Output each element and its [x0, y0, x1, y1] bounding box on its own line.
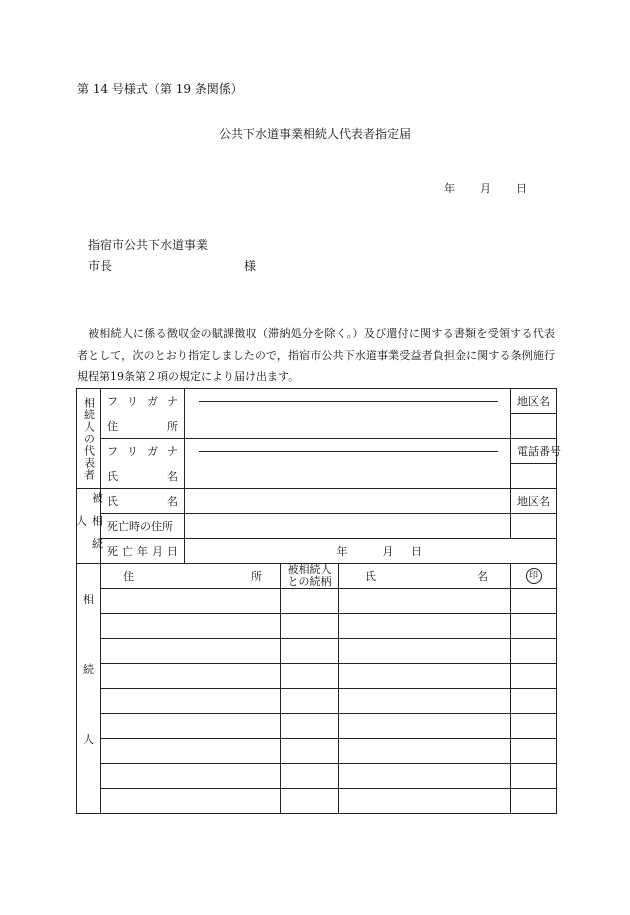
- heir-address-field[interactable]: [101, 639, 281, 664]
- heirs-section-label: 相 続 人: [77, 564, 101, 814]
- form-number: 第 14 号様式（第 19 条関係）: [77, 82, 243, 96]
- furigana-label: フ リ ガ ナ: [101, 389, 185, 414]
- representative-address-furigana-field[interactable]: [185, 389, 511, 414]
- heir-relation-field[interactable]: [281, 739, 339, 764]
- table-row: [77, 789, 557, 814]
- heir-relation-field[interactable]: [281, 639, 339, 664]
- heir-address-field[interactable]: [101, 789, 281, 814]
- heirs-relation-header: 被相続人 との続柄: [281, 564, 339, 589]
- document-title: 公共下水道事業相続人代表者指定届: [218, 127, 411, 141]
- table-row: [77, 664, 557, 689]
- death-date-field[interactable]: [185, 539, 557, 564]
- table-row: [77, 614, 557, 639]
- heir-address-field[interactable]: [101, 764, 281, 789]
- heir-name-field[interactable]: [339, 664, 511, 689]
- heir-seal-field[interactable]: [511, 764, 557, 789]
- district-label: 地 区 名: [511, 389, 557, 414]
- heirs-address-header: 住 所: [101, 564, 281, 589]
- deceased-district-label: 地 区 名: [511, 489, 557, 514]
- date-day-label: 日: [516, 182, 527, 195]
- heir-relation-field[interactable]: [281, 614, 339, 639]
- heir-relation-field[interactable]: [281, 764, 339, 789]
- deceased-name-label: 氏 名: [101, 489, 185, 514]
- deceased-section-label: 被相続人: [77, 489, 101, 564]
- deceased-district-field[interactable]: [511, 514, 557, 539]
- heir-address-field[interactable]: [101, 689, 281, 714]
- heir-address-field[interactable]: [101, 714, 281, 739]
- addressee-honorific: 様: [244, 259, 257, 273]
- table-row: [77, 764, 557, 789]
- phone-label: 電 話 番 号: [511, 439, 557, 464]
- heir-seal-field[interactable]: [511, 789, 557, 814]
- representative-name-furigana-field[interactable]: [185, 439, 511, 464]
- designation-form-table: [74, 388, 562, 814]
- heir-address-field[interactable]: [101, 664, 281, 689]
- representative-section-label: 相続人の代表者: [77, 389, 101, 489]
- address-label: 住 所: [101, 414, 185, 439]
- heir-relation-field[interactable]: [281, 789, 339, 814]
- name-furigana-label: フ リ ガ ナ: [101, 439, 185, 464]
- date-month-label: 月: [480, 182, 491, 195]
- table-row: [77, 589, 557, 614]
- heir-seal-field[interactable]: [511, 614, 557, 639]
- name-label: 氏 名: [101, 464, 185, 489]
- addressee-title: 市長: [88, 259, 113, 273]
- heir-relation-field[interactable]: [281, 589, 339, 614]
- heir-name-field[interactable]: [339, 639, 511, 664]
- heir-name-field[interactable]: [339, 589, 511, 614]
- heir-relation-field[interactable]: [281, 664, 339, 689]
- death-year-label: 年: [336, 545, 348, 558]
- death-date-label: 死 亡 年 月 日: [101, 539, 185, 564]
- table-row: [77, 639, 557, 664]
- heir-name-field[interactable]: [339, 689, 511, 714]
- heir-relation-field[interactable]: [281, 714, 339, 739]
- heirs-seal-header: [511, 564, 557, 589]
- table-row: [77, 739, 557, 764]
- representative-phone-field[interactable]: [511, 464, 557, 489]
- heir-name-field[interactable]: [339, 714, 511, 739]
- heir-seal-field[interactable]: [511, 664, 557, 689]
- heir-relation-field[interactable]: [281, 689, 339, 714]
- heir-address-field[interactable]: [101, 589, 281, 614]
- table-row: [77, 714, 557, 739]
- heirs-name-header: 氏 名: [339, 564, 511, 589]
- table-row: [77, 689, 557, 714]
- heir-name-field[interactable]: [339, 614, 511, 639]
- heir-seal-field[interactable]: [511, 639, 557, 664]
- declaration-text: 被相続人に係る徴収金の賦課徴収（滞納処分を除く。）及び還付に関する書類を受領する代表者として，次のとおり指定しましたので，指宿市公共下水道事業受益者負担金に関する条例施行規程第19条第２項の規定により届け出ます。: [77, 327, 555, 383]
- submission-date: [444, 180, 527, 196]
- heir-seal-field[interactable]: [511, 589, 557, 614]
- heir-seal-field[interactable]: [511, 739, 557, 764]
- seal-icon: 印: [526, 568, 542, 584]
- deceased-address-field[interactable]: [185, 514, 511, 539]
- death-day-label: 日: [411, 545, 422, 558]
- addressee-organization: 指宿市公共下水道事業: [88, 238, 209, 252]
- heir-address-field[interactable]: [101, 614, 281, 639]
- heir-name-field[interactable]: [339, 739, 511, 764]
- heir-name-field[interactable]: [339, 764, 511, 789]
- representative-address-field[interactable]: [185, 414, 511, 439]
- representative-district-field[interactable]: [511, 414, 557, 439]
- heir-address-field[interactable]: [101, 739, 281, 764]
- deceased-name-field[interactable]: [185, 489, 511, 514]
- heir-seal-field[interactable]: [511, 689, 557, 714]
- deceased-address-label: 死亡時の住所: [101, 514, 185, 539]
- date-year-label: 年: [444, 182, 455, 195]
- heir-name-field[interactable]: [339, 789, 511, 814]
- heir-seal-field[interactable]: [511, 714, 557, 739]
- representative-name-field[interactable]: [185, 464, 511, 489]
- death-month-label: 月: [382, 545, 394, 558]
